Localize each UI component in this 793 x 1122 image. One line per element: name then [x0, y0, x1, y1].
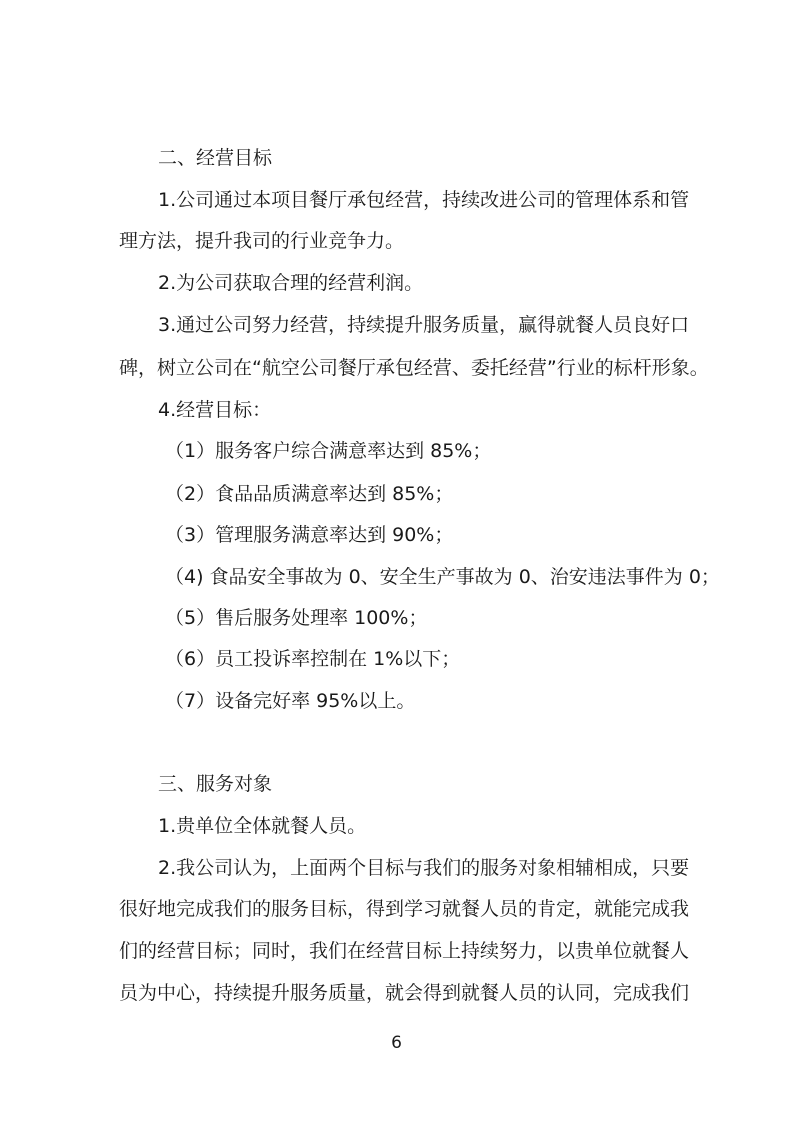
- goal-item: （6）员工投诉率控制在 1%以下；: [165, 648, 461, 670]
- goal-item: （4) 食品安全事故为 0、安全生产事故为 0、治安违法事件为 0；: [165, 566, 720, 588]
- goal-item: （5）售后服务处理率 100%；: [165, 607, 428, 629]
- paragraph-line: 很好地完成我们的服务目标，得到学习就餐人员的肯定，就能完成我: [119, 898, 690, 920]
- paragraph-line: 理方法，提升我司的行业竞争力。: [119, 230, 405, 252]
- paragraph-line: 员为中心，持续提升服务质量，就会得到就餐人员的认同，完成我们: [119, 982, 690, 1004]
- paragraph-line: 2.我公司认为，上面两个目标与我们的服务对象相辅相成，只要: [158, 857, 690, 879]
- paragraph-line: 1.公司通过本项目餐厅承包经营，持续改进公司的管理体系和管: [158, 189, 690, 211]
- goal-item: （3）管理服务满意率达到 90%；: [165, 524, 454, 546]
- section-heading: 二、经营目标: [158, 147, 273, 169]
- goal-item: （7）设备完好率 95%以上。: [165, 690, 416, 712]
- section-heading: 三、服务对象: [158, 773, 273, 795]
- paragraph-line: 碑，树立公司在“航空公司餐厅承包经营、委托经营”行业的标杆形象。: [119, 357, 709, 379]
- goal-item: （2）食品品质满意率达到 85%；: [165, 483, 454, 505]
- paragraph-line: 3.通过公司努力经营，持续提升服务质量，赢得就餐人员良好口: [158, 314, 690, 336]
- page-number: 6: [391, 1033, 402, 1053]
- goal-item: （1）服务客户综合满意率达到 85%；: [165, 440, 492, 462]
- paragraph-line: 们的经营目标；同时，我们在经营目标上持续努力，以贵单位就餐人: [119, 940, 690, 962]
- paragraph-line: 4.经营目标：: [158, 399, 272, 421]
- paragraph-line: 2.为公司获取合理的经营利润。: [158, 272, 424, 294]
- paragraph-line: 1.贵单位全体就餐人员。: [158, 815, 367, 837]
